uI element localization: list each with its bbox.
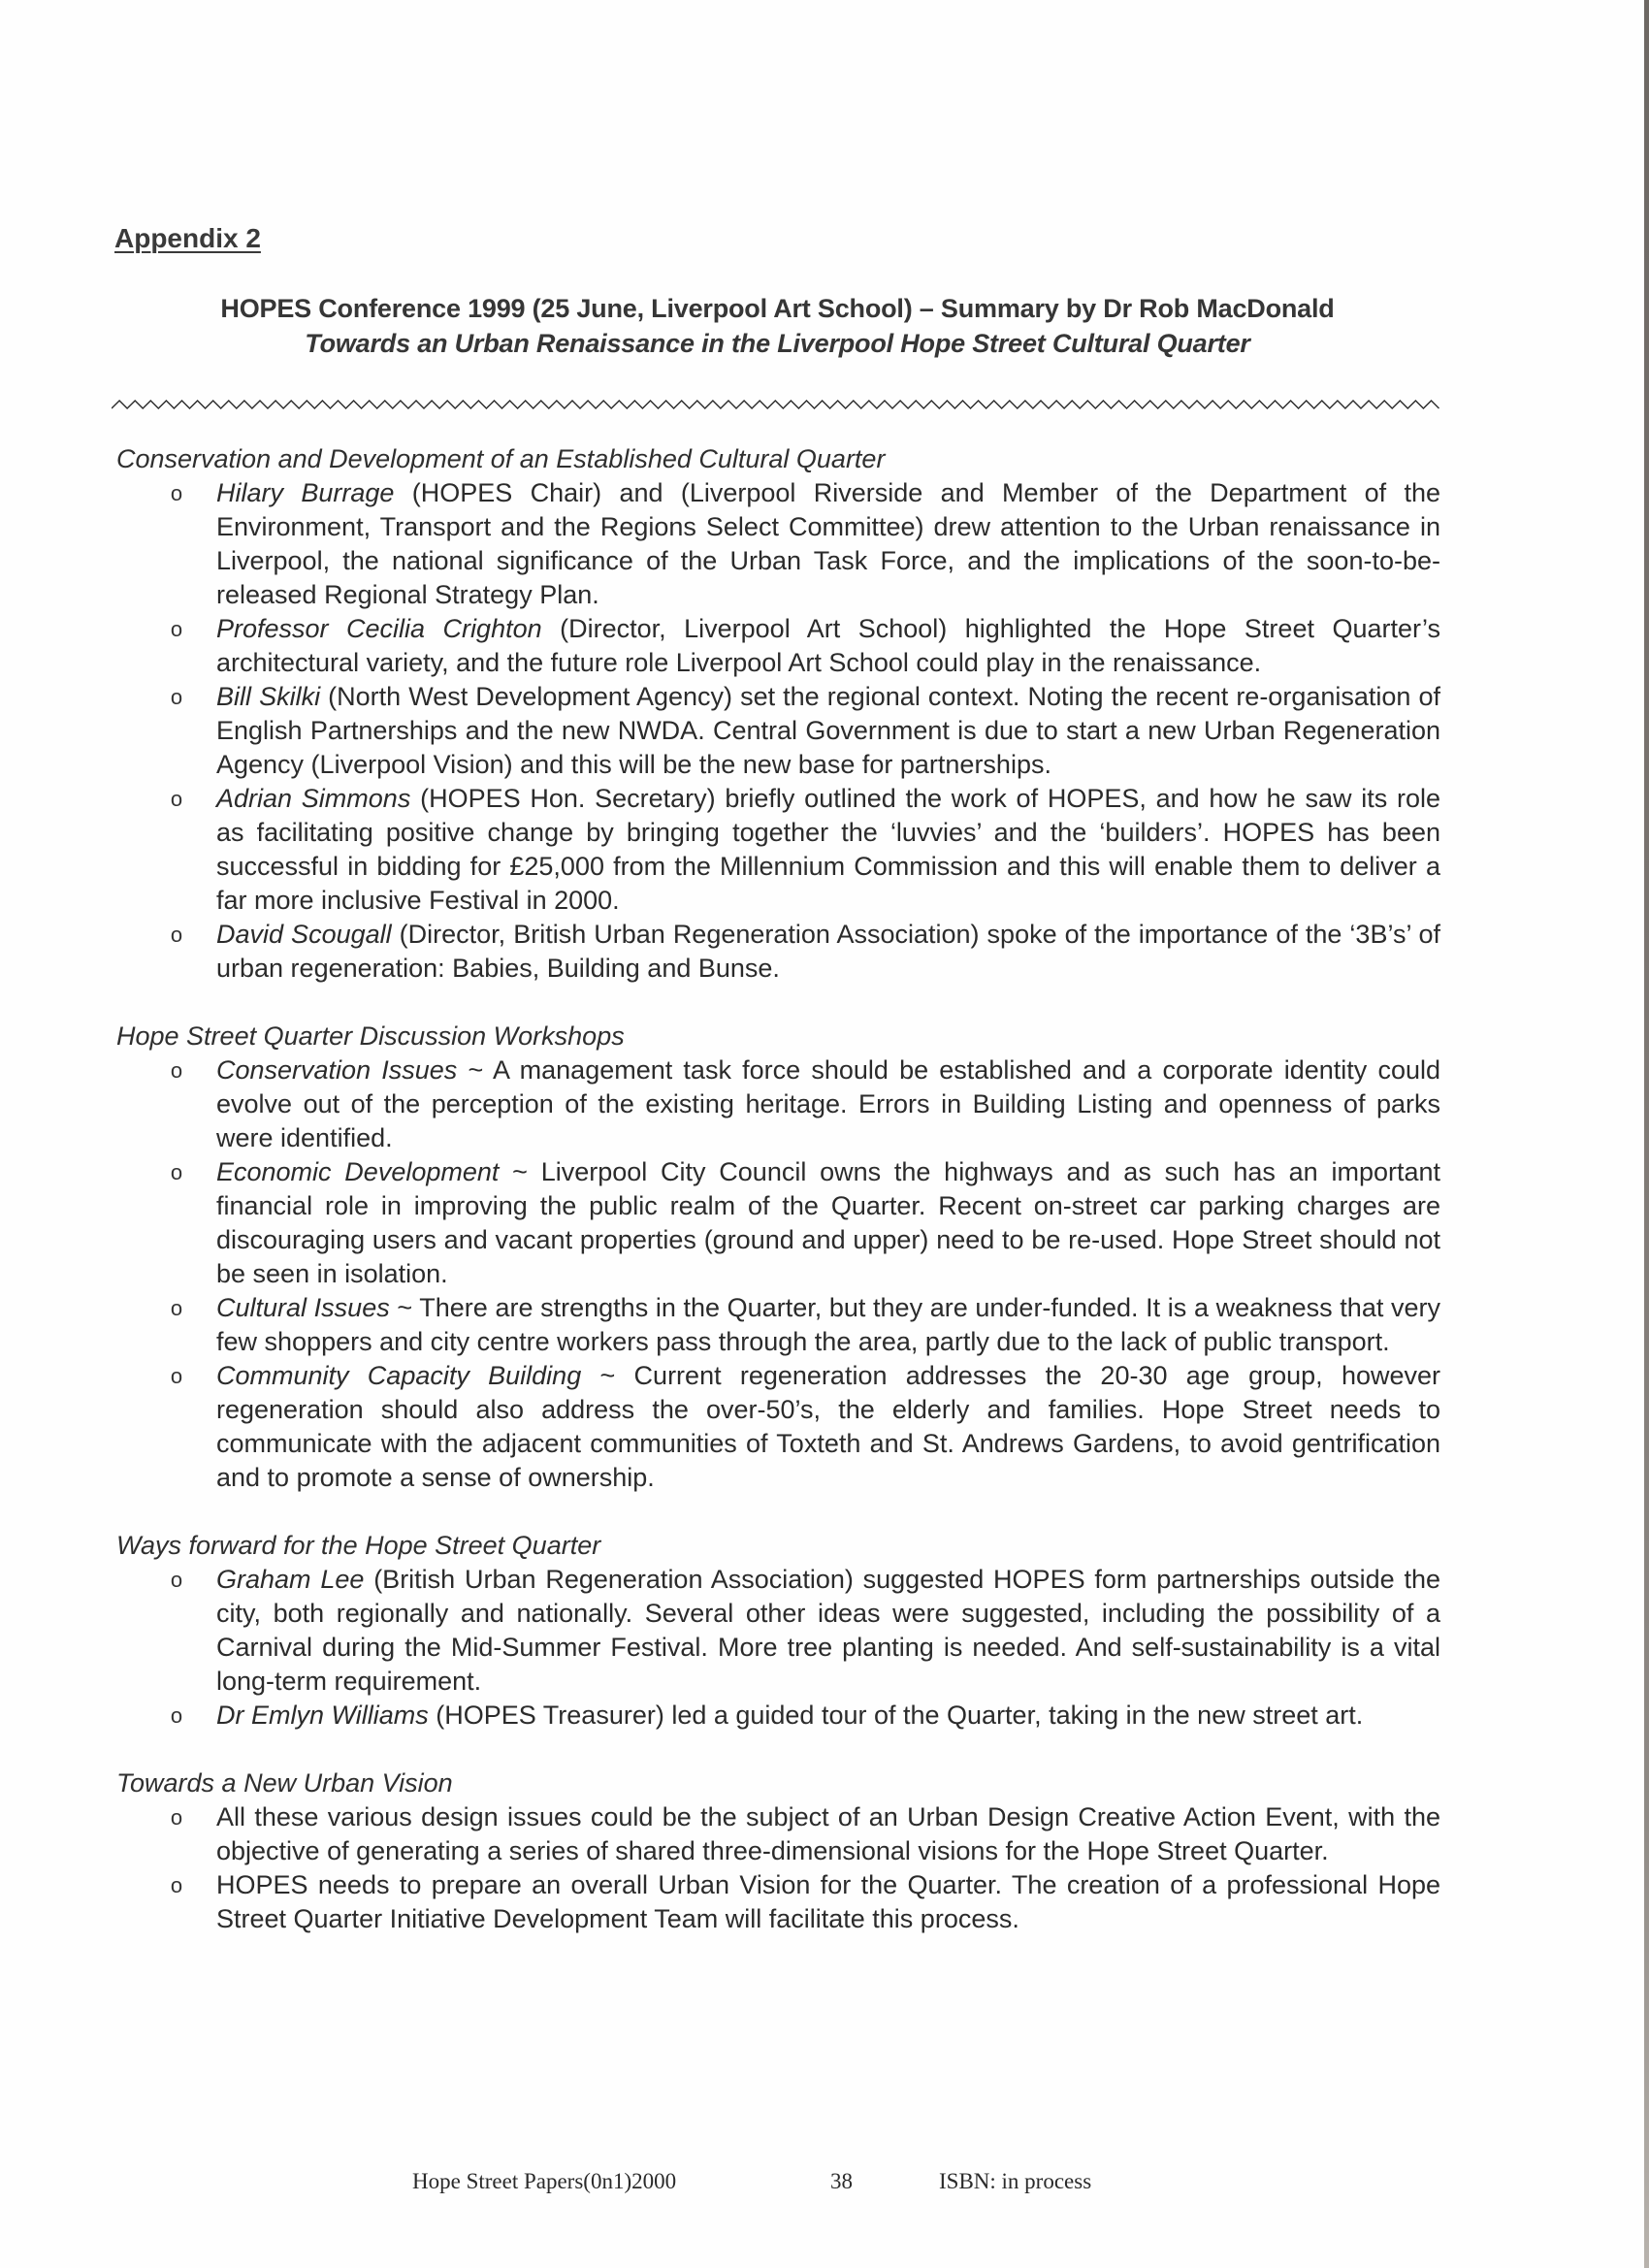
bullet-icon: o [170, 1160, 183, 1184]
section-heading: Ways forward for the Hope Street Quarter [116, 1531, 601, 1560]
item-lead: Bill Skilki [216, 682, 321, 711]
list-item [116, 680, 1440, 782]
list-item [116, 612, 1440, 680]
bullet-icon: o [170, 1364, 183, 1388]
bullet-icon: o [170, 481, 183, 505]
bullet-list [116, 476, 1440, 986]
item-lead: Community Capacity Building [216, 1361, 582, 1390]
appendix-label: Appendix 2 [114, 223, 261, 253]
document-title: HOPES Conference 1999 (25 June, Liverpool Art School) – Summary by Dr Rob MacDonald [220, 294, 1335, 323]
item-text: All these various design issues could be the subject of an Urban Design Creative Action Event, with the objective of generating a series of shared three-dimensional visions for the Hope Street Quarter. [216, 1802, 1440, 1865]
list-item [116, 918, 1440, 986]
bullet-icon: o [170, 923, 183, 947]
section-discussion-workshops [116, 1020, 1440, 1495]
item-lead: Adrian Simmons [216, 784, 411, 813]
item-text: (North West Development Agency) set the regional context. Noting the recent re-organisation of English Partnerships and the new NWDA. Central Government is due to start a new Urban Regeneration Agency (Liverpool Vision) and this will be the new base for partnerships. [216, 682, 1440, 779]
list-item [116, 1291, 1440, 1359]
section-conservation-development [116, 442, 1440, 986]
item-lead: Cultural Issues [216, 1293, 390, 1322]
section-heading: Conservation and Development of an Established Cultural Quarter [116, 444, 886, 473]
bullet-list [116, 1800, 1440, 1936]
bullet-icon: o [170, 1058, 183, 1083]
footer-publication: Hope Street Papers(0n1)2000 [412, 2169, 677, 2193]
item-lead: Professor Cecilia Crighton [216, 614, 542, 643]
item-text: ~ Liverpool City Council owns the highways and as such has an important financial role in improving the public realm of the Quarter. Recent on-street car parking charges are discouraging users and vacant properties (ground and upper) need to be re-used. Hope Street should not be seen in isolation. [216, 1157, 1441, 1288]
document-subtitle: Towards an Urban Renaissance in the Liverpool Hope Street Cultural Quarter [305, 329, 1250, 358]
list-item [116, 782, 1440, 918]
bullet-icon: o [170, 1296, 183, 1320]
list-item [116, 476, 1440, 612]
section-ways-forward [116, 1529, 1440, 1733]
zigzag-divider [112, 398, 1440, 411]
item-text: (HOPES Treasurer) led a guided tour of the Quarter, taking in the new street art. [428, 1701, 1364, 1730]
list-item [116, 1868, 1440, 1936]
bullet-icon: o [170, 685, 183, 709]
item-lead: Graham Lee [216, 1565, 365, 1594]
list-item [116, 1800, 1440, 1868]
item-lead: Economic Development [216, 1157, 500, 1186]
list-item [116, 1053, 1440, 1155]
item-text: ~ There are strengths in the Quarter, but they are under-funded. It is a weakness that very few shoppers and city centre workers pass through the area, partly due to the lack of public transport. [216, 1293, 1440, 1356]
list-item [116, 1359, 1440, 1495]
bullet-list [116, 1563, 1440, 1733]
section-new-urban-vision [116, 1766, 1440, 1936]
item-text: ~ Current regeneration addresses the 20-30 age group, however regeneration should also address the over-50’s, the elderly and families. Hope Street needs to communicate with the adjacent communities of Toxteth and St. Andrews Gardens, to avoid gentrification and to promote a sense of ownership. [216, 1361, 1440, 1492]
bullet-icon: o [170, 787, 183, 811]
item-text: (HOPES Chair) and (Liverpool Riverside and Member of the Department of the Environment, Transport and the Regions Select Committee) drew attention to the Urban renaissance in Liverpool, the national significance of the Urban Task Force, and the implications of the soon-to-be-released Regional Strategy Plan. [216, 478, 1440, 609]
item-text: ~ A management task force should be established and a corporate identity could evolve out of the perception of the existing heritage. Errors in Building Listing and openness of parks were identified. [216, 1055, 1441, 1152]
list-item [116, 1155, 1440, 1291]
bullet-icon: o [170, 1873, 183, 1897]
bullet-icon: o [170, 1568, 183, 1592]
item-lead: Dr Emlyn Williams [216, 1701, 429, 1730]
bullet-icon: o [170, 1703, 183, 1728]
item-text: (Director, Liverpool Art School) highlighted the Hope Street Quarter’s architectural variety, and the future role Liverpool Art School could play in the renaissance. [216, 614, 1441, 677]
item-text: (HOPES Hon. Secretary) briefly outlined the work of HOPES, and how he saw its role as facilitating positive change by bringing together the ‘luvvies’ and the ‘builders’. HOPES has been successful in bidding for £25,000 from the Millennium Commission and this will enable them to deliver a far more inclusive Festival in 2000. [216, 784, 1440, 915]
item-text: HOPES needs to prepare an overall Urban Vision for the Quarter. The creation of a professional Hope Street Quarter Initiative Development Team will facilitate this process. [216, 1870, 1440, 1933]
section-heading: Towards a New Urban Vision [116, 1768, 453, 1798]
item-text: (British Urban Regeneration Association) suggested HOPES form partnerships outside the city, both regionally and nationally. Several other ideas were suggested, including the possibility of a Carnival during the Mid-Summer Festival. More tree planting is needed. And self-sustainability is a vital long-term requirement. [216, 1565, 1440, 1696]
item-text: (Director, British Urban Regeneration Association) spoke of the importance of the ‘3B’s’ of urban regeneration: Babies, Building and Bunse. [216, 920, 1441, 983]
item-lead: David Scougall [216, 920, 392, 949]
item-lead: Conservation Issues [216, 1055, 458, 1085]
scan-edge-shadow [1644, 0, 1649, 2268]
bullet-list [116, 1053, 1440, 1495]
title-block [114, 291, 1440, 361]
footer-page-number: 38 [830, 2169, 853, 2193]
bullet-icon: o [170, 617, 183, 641]
bullet-icon: o [170, 1805, 183, 1830]
footer-isbn: ISBN: in process [939, 2169, 1092, 2193]
list-item [116, 1699, 1440, 1733]
item-lead: Hilary Burrage [216, 478, 395, 507]
document-body [116, 442, 1440, 1970]
section-heading: Hope Street Quarter Discussion Workshops [116, 1021, 625, 1051]
list-item [116, 1563, 1440, 1699]
